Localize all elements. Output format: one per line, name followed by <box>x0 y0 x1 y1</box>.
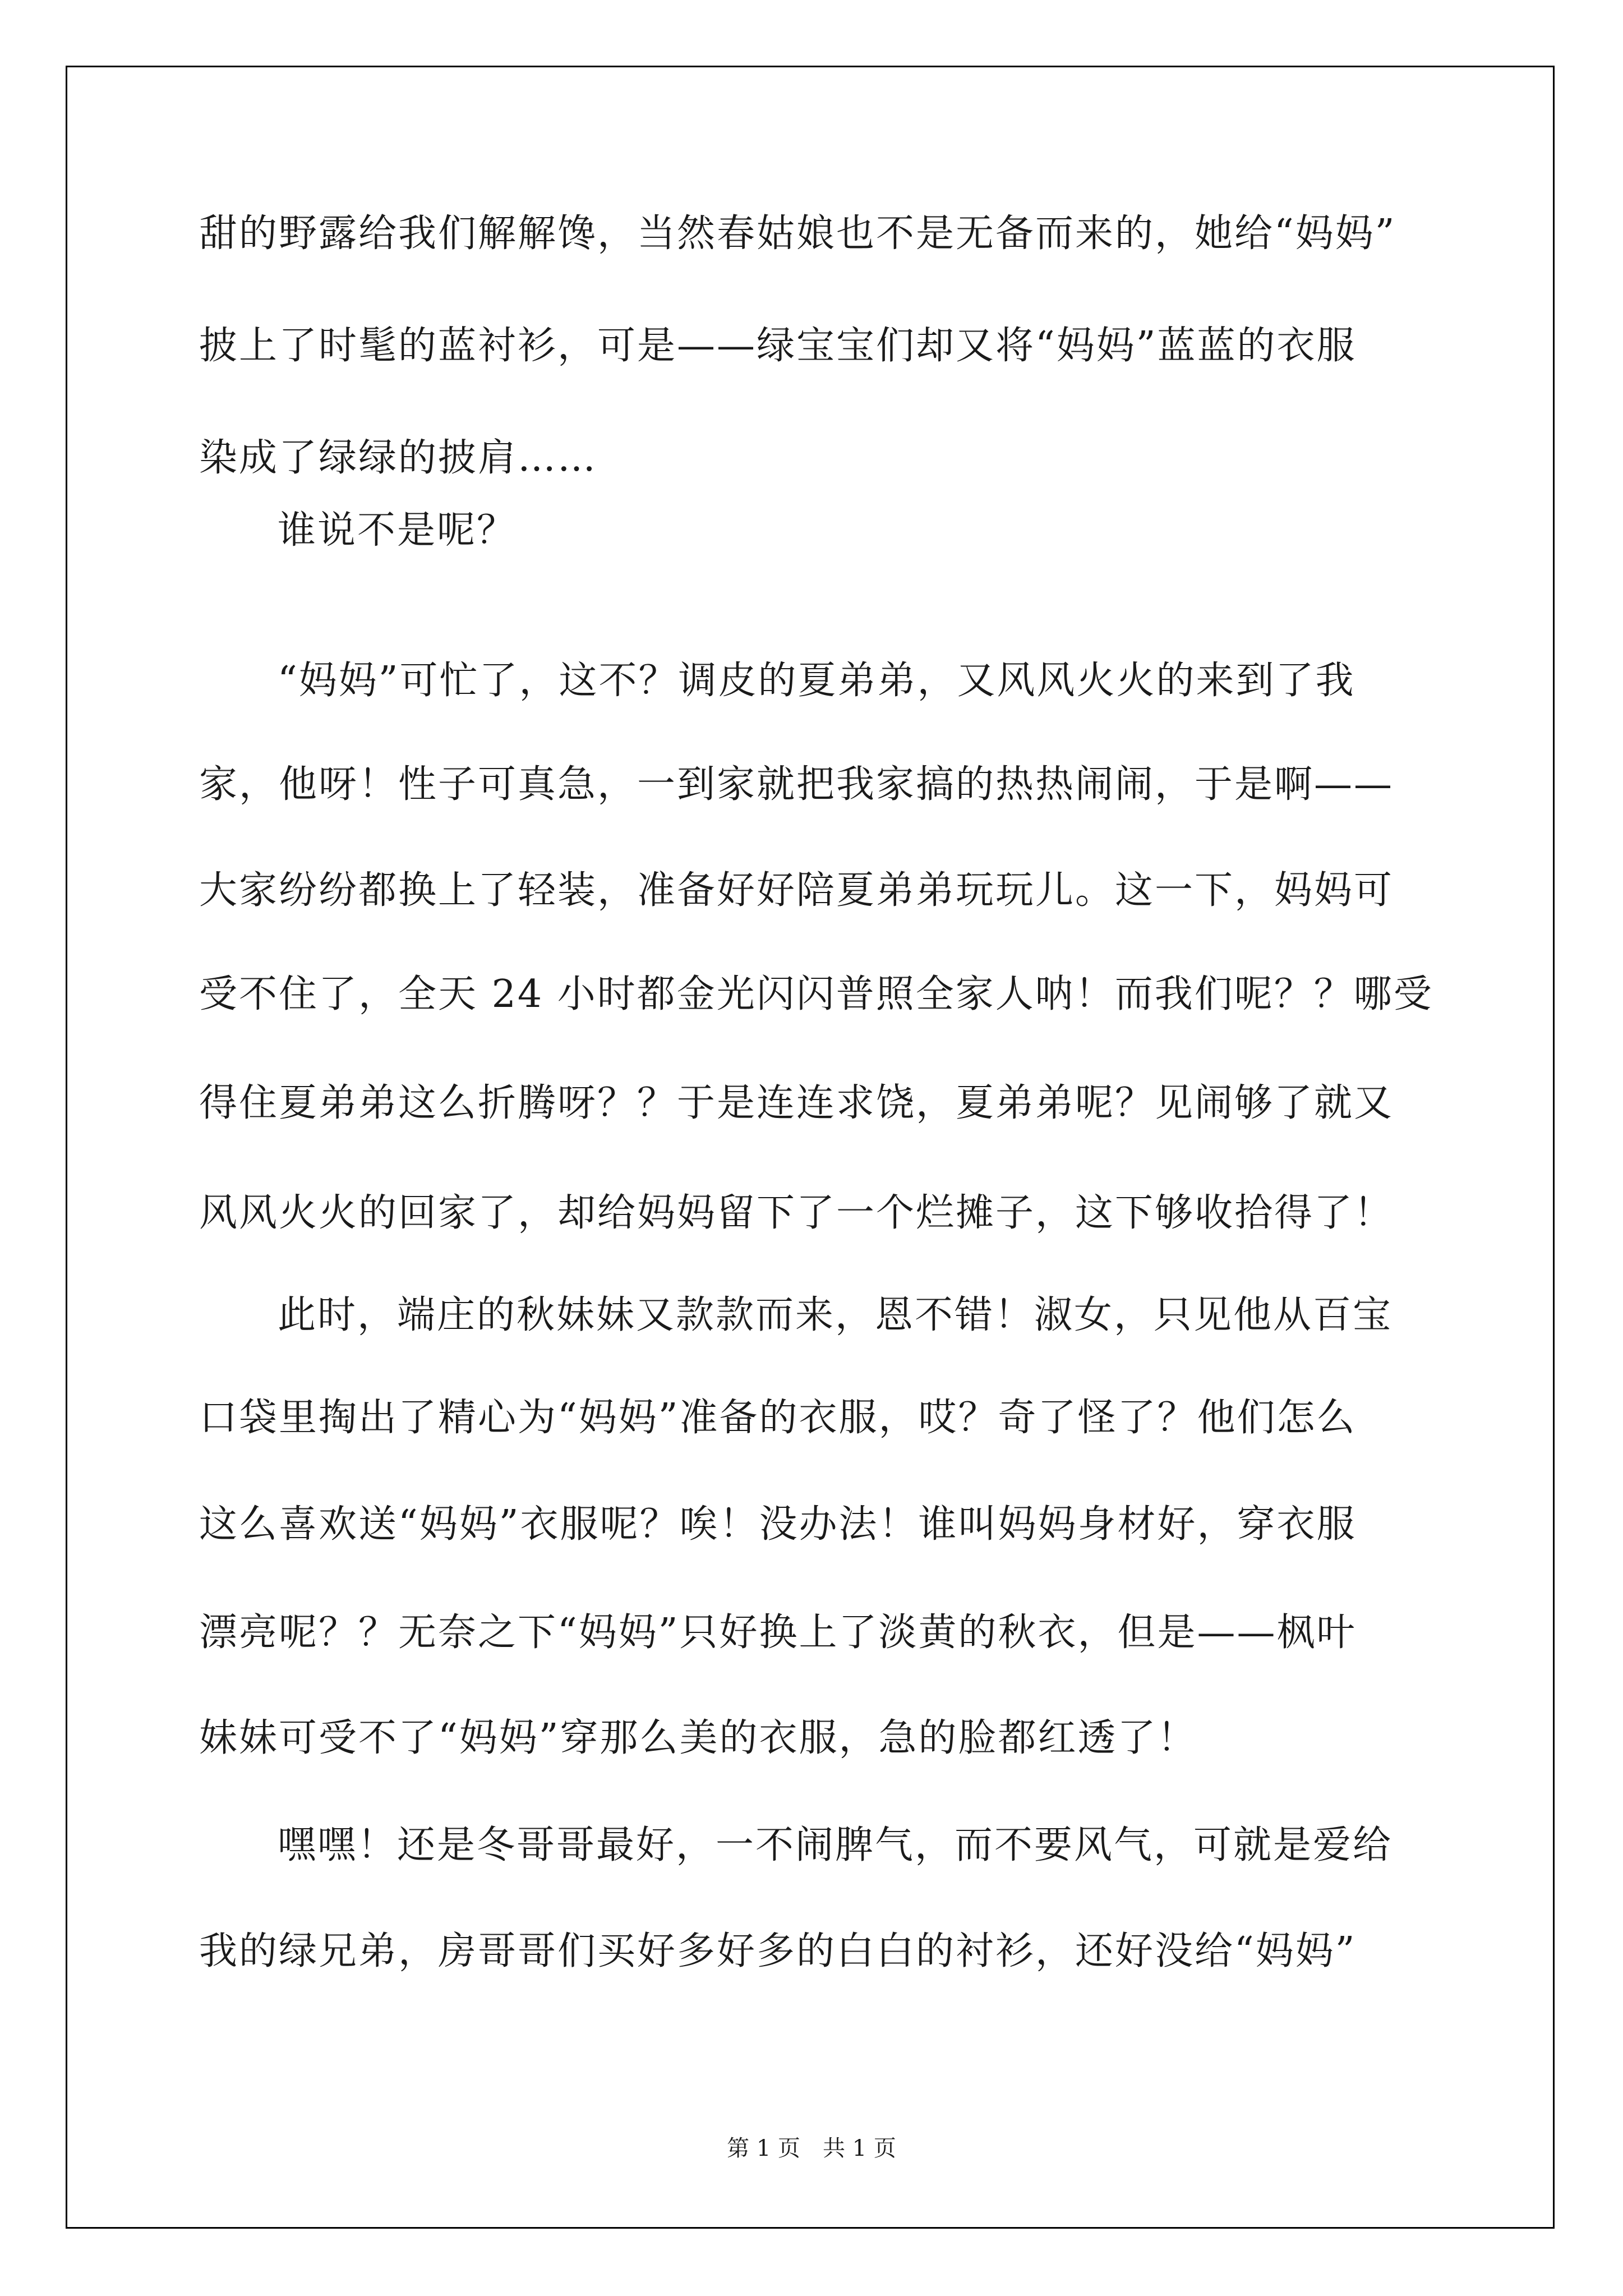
page-border <box>66 66 1555 2229</box>
text-line: 得住夏弟弟这么折腾呀？？于是连连求饶，夏弟弟呢？见闹够了就又 <box>199 1081 1394 1125</box>
text-line: 口袋里掏出了精心为“妈妈”准备的衣服，哎？奇了怪了？他们怎么 <box>199 1396 1357 1440</box>
text-line: 大家纷纷都换上了轻装，准备好好陪夏弟弟玩玩儿。这一下，妈妈可 <box>199 868 1394 913</box>
text-line: 这么喜欢送“妈妈”衣服呢？唉！没办法！谁叫妈妈身材好，穿衣服 <box>199 1502 1357 1547</box>
text-line: 受不住了，全天 24 小时都金光闪闪普照全家人呐！而我们呢？？哪受 <box>199 972 1433 1016</box>
text-line: “妈妈”可忙了，这不？调皮的夏弟弟，又风风火火的来到了我 <box>278 659 1355 703</box>
text-line: 妹妹可受不了“妈妈”穿那么美的衣服，急的脸都红透了！ <box>199 1716 1197 1760</box>
text-line: 我的绿兄弟，房哥哥们买好多好多的白白的衬衫，还好没给“妈妈” <box>199 1929 1357 1973</box>
text-line: 披上了时髦的蓝衬衫，可是——绿宝宝们却又将“妈妈”蓝蓝的衣服 <box>199 324 1357 368</box>
text-line: 谁说不是呢？ <box>278 508 517 553</box>
page-number: 第 1 页 共 1 页 <box>727 2136 896 2161</box>
text-line: 漂亮呢？？无奈之下“妈妈”只好换上了淡黄的秋衣，但是——枫叶 <box>199 1611 1357 1655</box>
text-line: 染成了绿绿的披肩…… <box>199 436 598 480</box>
text-line: 此时，端庄的秋妹妹又款款而来，恩不错！淑女，只见他从百宝 <box>278 1293 1393 1337</box>
text-line: 甜的野露给我们解解馋，当然春姑娘也不是无备而来的，她给“妈妈” <box>199 211 1396 256</box>
text-line: 嘿嘿！还是冬哥哥最好，一不闹脾气，而不要风气，可就是爱给 <box>278 1823 1393 1867</box>
text-line: 家，他呀！性子可真急，一到家就把我家搞的热热闹闹，于是啊—— <box>199 762 1394 807</box>
text-line: 风风火火的回家了，却给妈妈留下了一个烂摊子，这下够收拾得了！ <box>199 1191 1394 1235</box>
